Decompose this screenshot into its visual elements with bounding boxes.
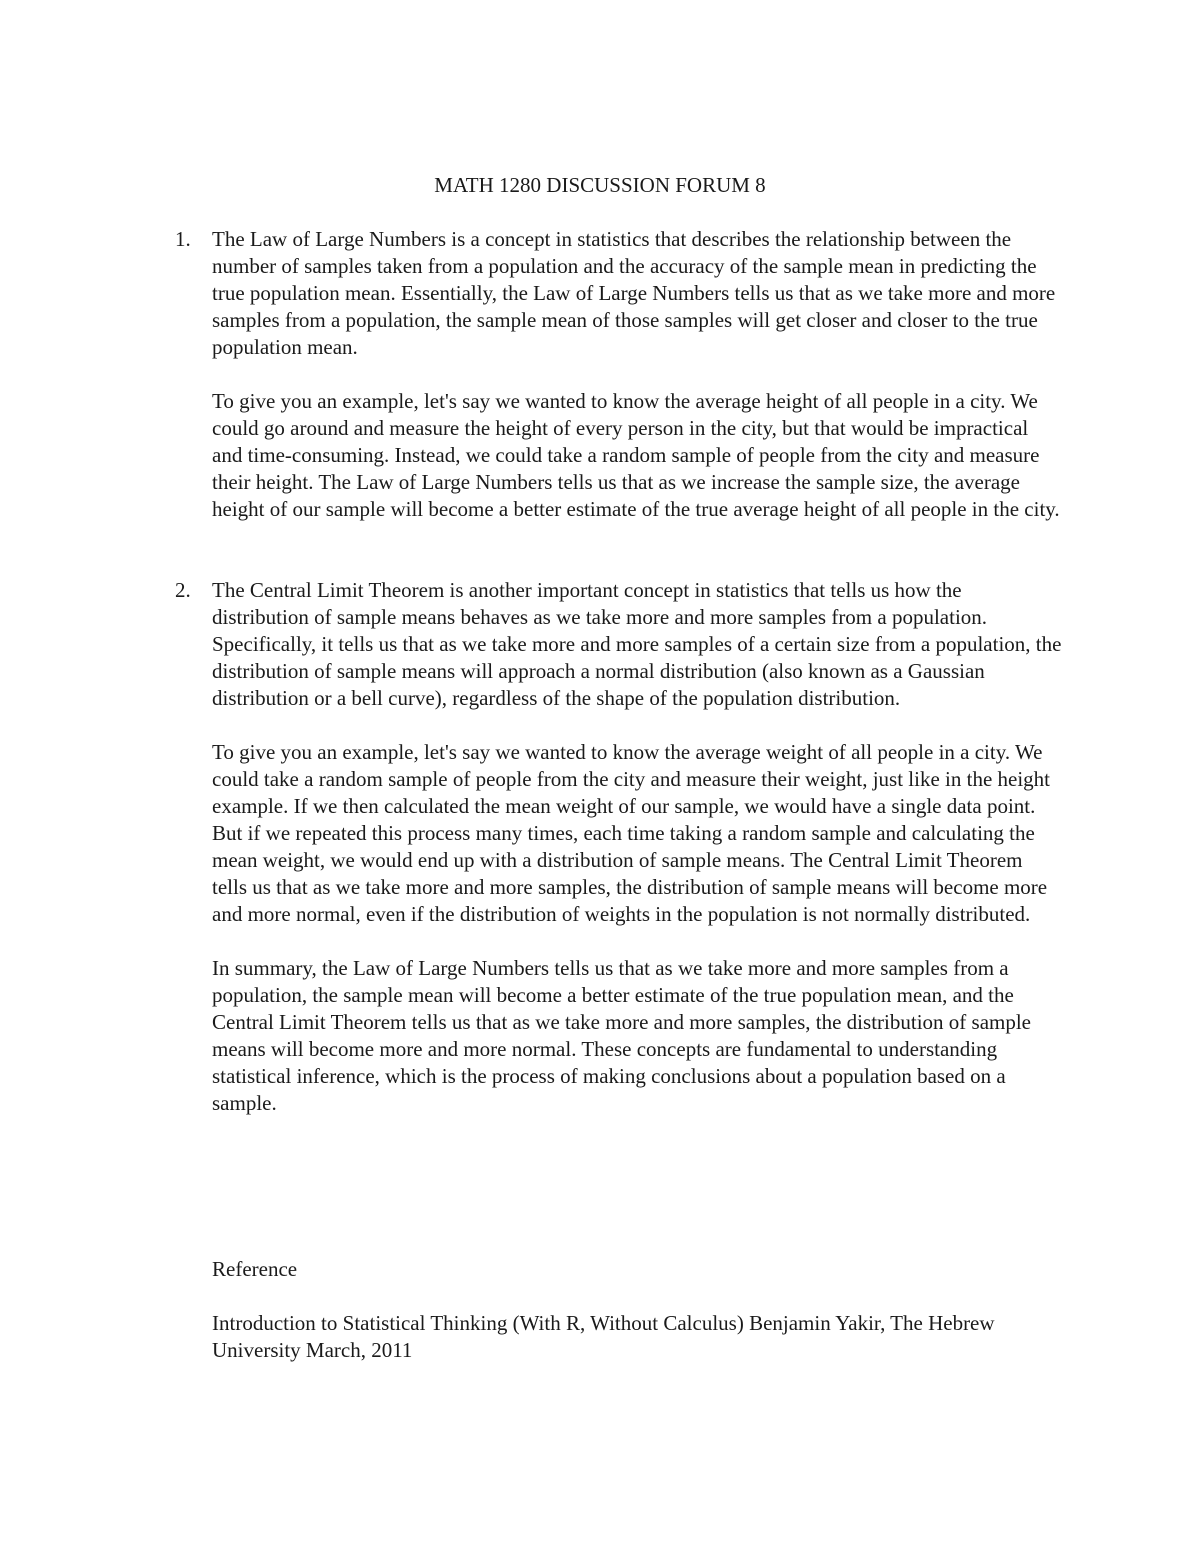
- reference-citation: Introduction to Statistical Thinking (With R, Without Calculus) Benjamin Yakir, The Hebrew University March, 2011: [212, 1311, 995, 1362]
- paragraph-summary: In summary, the Law of Large Numbers tells us that as we take more and more samples from a population, the sample mean will become a better estimate of the true population mean, and the Central Limit Theorem tells us that as we take more and more samples, the distribution of sample means will become more and more normal. These concepts are fundamental to understanding statistical inference, which is the process of making conclusions about a population based on a sample.: [212, 956, 1031, 1115]
- paragraph-height-example: To give you an example, let's say we wanted to know the average height of all people in a city. We could go around and measure the height of every person in the city, but that would be impractical and time-consuming. Instead, we could take a random sample of people from the city and measure their height. The Law of Large Numbers tells us that as we increase the sample size, the average height of our sample will become a better estimate of the true average height of all people in the city.: [212, 389, 1060, 521]
- list-item-number: 2.: [175, 578, 191, 602]
- paragraph-central-limit-theorem: The Central Limit Theorem is another important concept in statistics that tells us how the distribution of sample means behaves as we take more and more samples from a population. Specifically, it tells us that as we take more and more samples of a certain size from a population, the distribution of sample means will approach a normal distribution (also known as a Gaussian distribution or a bell curve), regardless of the shape of the population distribution.: [212, 578, 1062, 710]
- list-item-body: [212, 577, 1062, 1144]
- reference-heading: Reference: [212, 1257, 298, 1281]
- paragraph-law-of-large-numbers: The Law of Large Numbers is a concept in statistics that describes the relationship between the number of samples taken from a population and the accuracy of the sample mean in predicting the true population mean. Essentially, the Law of Large Numbers tells us that as we take more and more samples from a population, the sample mean of those samples will get closer and closer to the true population mean.: [212, 227, 1056, 359]
- reference-section: [212, 1256, 1062, 1391]
- document-title: MATH 1280 DISCUSSION FORUM 8: [434, 173, 766, 197]
- list-item-body: [212, 226, 1062, 550]
- paragraph-weight-example: To give you an example, let's say we wanted to know the average weight of all people in a city. We could take a random sample of people from the city and measure their weight, just like in the height example. If we then calculated the mean weight of our sample, we would have a single data point. But if we repeated this process many times, each time taking a random sample and calculating the mean weight, we would end up with a distribution of sample means. The Central Limit Theorem tells us that as we take more and more samples, the distribution of sample means will become more and more normal, even if the distribution of weights in the population is not normally distributed.: [212, 740, 1051, 926]
- list-item-number: 1.: [175, 227, 191, 251]
